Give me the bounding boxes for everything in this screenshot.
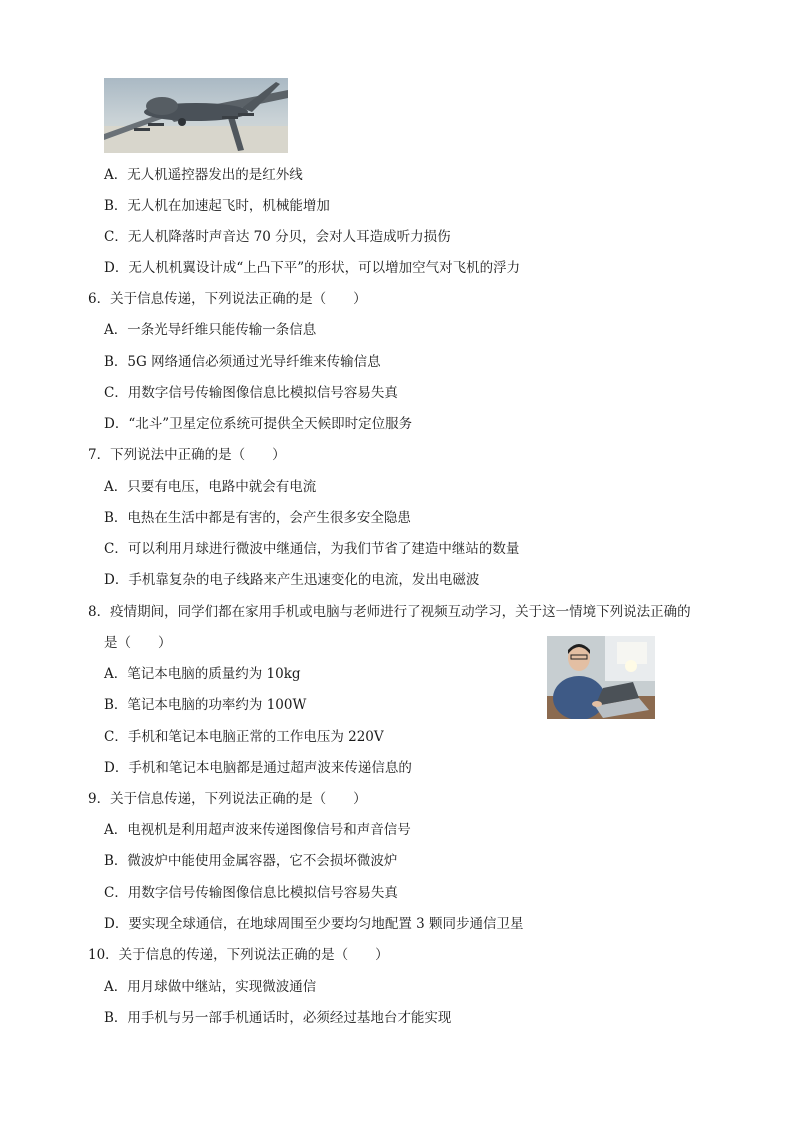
- q7-option-c: C．可以利用月球进行微波中继通信，为我们节省了建造中继站的数量: [104, 541, 520, 557]
- q6-stem: 6．关于信息传递，下列说法正确的是（ ）: [88, 291, 367, 307]
- q10-stem: 10．关于信息的传递，下列说法正确的是（ ）: [88, 947, 389, 963]
- drone-photo: [104, 78, 288, 153]
- q8-option-c: C．手机和笔记本电脑正常的工作电压为 220V: [104, 729, 384, 745]
- q5-option-c: C．无人机降落时声音达 70 分贝，会对人耳造成听力损伤: [104, 229, 451, 245]
- q7-stem: 7．下列说法中正确的是（ ）: [88, 447, 286, 463]
- q8-option-b: B．笔记本电脑的功率约为 100W: [104, 697, 307, 713]
- q8-stem-line1: 8．疫情期间，同学们都在家用手机或电脑与老师进行了视频互动学习，关于这一情境下列说法正确的: [88, 604, 691, 620]
- q9-option-c: C．用数字信号传输图像信息比模拟信号容易失真: [104, 885, 398, 901]
- q5-option-d: D．无人机机翼设计成“上凸下平”的形状，可以增加空气对飞机的浮力: [104, 260, 521, 276]
- q9-option-d: D．要实现全球通信，在地球周围至少要均匀地配置 3 颗同步通信卫星: [104, 916, 524, 932]
- q9-option-a: A．电视机是利用超声波来传递图像信号和声音信号: [104, 822, 411, 838]
- q7-option-b: B．电热在生活中都是有害的，会产生很多安全隐患: [104, 510, 411, 526]
- q6-option-b: B．5G 网络通信必须通过光导纤维来传输信息: [104, 354, 381, 370]
- q5-option-b: B．无人机在加速起飞时，机械能增加: [104, 198, 330, 214]
- q6-option-a: A．一条光导纤维只能传输一条信息: [104, 322, 317, 338]
- q5-option-a: A．无人机遥控器发出的是红外线: [104, 167, 303, 183]
- q9-option-b: B．微波炉中能使用金属容器，它不会损坏微波炉: [104, 853, 398, 869]
- q7-option-d: D．手机靠复杂的电子线路来产生迅速变化的电流，发出电磁波: [104, 572, 480, 588]
- q7-option-a: A．只要有电压，电路中就会有电流: [104, 479, 317, 495]
- q6-option-d: D．“北斗”卫星定位系统可提供全天候即时定位服务: [104, 416, 413, 432]
- q8-stem-line2: 是（ ）: [104, 635, 172, 651]
- q8-option-d: D．手机和笔记本电脑都是通过超声波来传递信息的: [104, 760, 412, 776]
- student-laptop-photo: [547, 636, 655, 719]
- q8-option-a: A．笔记本电脑的质量约为 10kg: [104, 666, 301, 682]
- q10-option-b: B．用手机与另一部手机通话时，必须经过基地台才能实现: [104, 1010, 452, 1026]
- q6-option-c: C．用数字信号传输图像信息比模拟信号容易失真: [104, 385, 398, 401]
- q10-option-a: A．用月球做中继站，实现微波通信: [104, 979, 317, 995]
- q9-stem: 9．关于信息传递，下列说法正确的是（ ）: [88, 791, 367, 807]
